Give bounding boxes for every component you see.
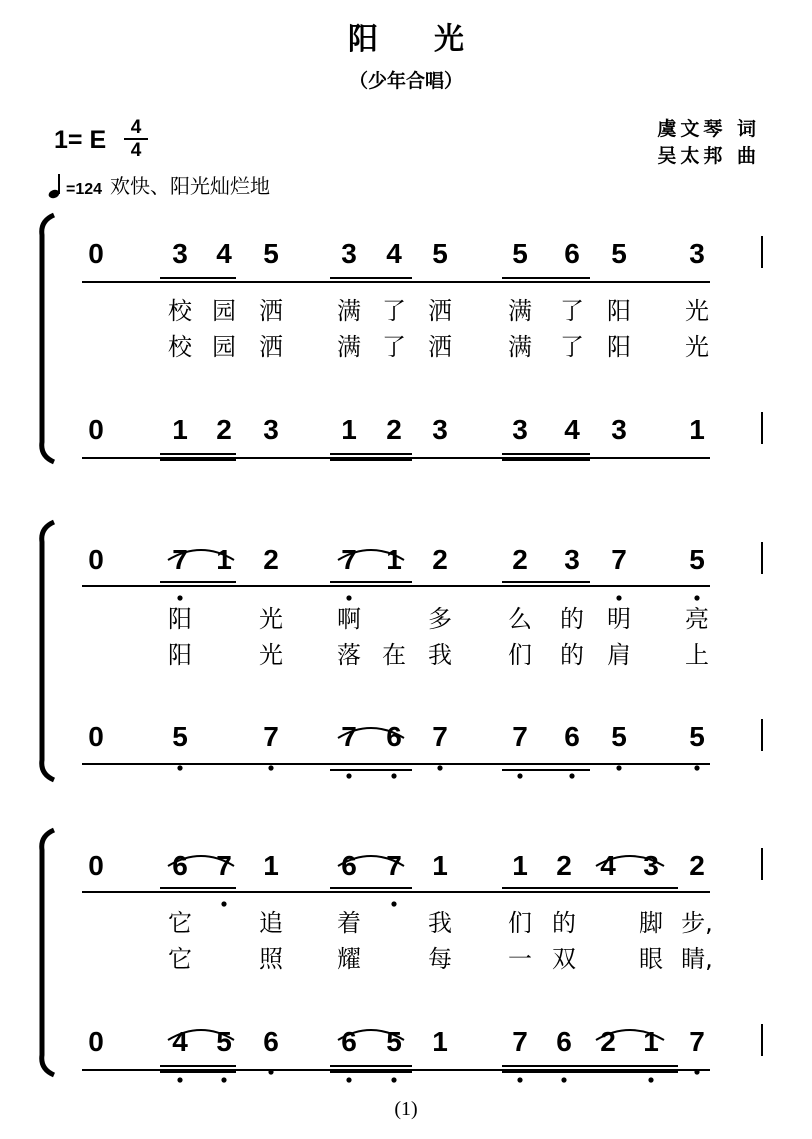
tempo-bpm: =124 xyxy=(66,181,103,198)
lyric-verse-2: 我 xyxy=(428,641,452,669)
upper-voice-note: 3 xyxy=(564,544,580,575)
lyric-verse-1: 多 xyxy=(428,605,452,633)
lower-voice-note: 5 xyxy=(611,721,627,752)
lyric-verse-1: 我 xyxy=(428,909,452,937)
lyric-verse-2: 一 xyxy=(508,945,532,973)
upper-voice-note: 2 xyxy=(432,544,448,575)
octave-dot xyxy=(177,1077,182,1082)
lyric-verse-1: 们 xyxy=(508,909,532,937)
lower-voice-note: 1 xyxy=(341,414,357,445)
octave-dot xyxy=(346,1077,351,1082)
lyric-verse-1: 的 xyxy=(552,909,576,937)
lyric-verse-1: 了 xyxy=(560,297,584,325)
song-subtitle: （少年合唱） xyxy=(348,70,463,92)
lower-voice-note: 5 xyxy=(216,1026,232,1057)
lower-voice-note: 6 xyxy=(556,1026,572,1057)
lower-voice-note: 1 xyxy=(643,1026,659,1057)
lyric-verse-1: 脚 xyxy=(639,909,663,937)
upper-voice-note: 3 xyxy=(643,850,659,881)
lyric-verse-1: 校 xyxy=(168,297,192,325)
system-bracket xyxy=(42,830,54,1075)
lyric-verse-1: 园 xyxy=(212,297,236,325)
lower-voice-note: 6 xyxy=(263,1026,279,1057)
upper-voice-note: 6 xyxy=(172,850,188,881)
lyric-verse-2: 光 xyxy=(685,333,709,361)
upper-voice-note: 2 xyxy=(556,850,572,881)
upper-voice-note: 1 xyxy=(432,850,448,881)
lyric-verse-2: 双 xyxy=(552,945,576,973)
upper-voice-note: 1 xyxy=(386,544,402,575)
octave-dot xyxy=(221,1077,226,1082)
upper-voice-note: 1 xyxy=(263,850,279,881)
octave-dot xyxy=(268,1069,273,1074)
lyric-verse-2: 阳 xyxy=(607,333,631,361)
octave-dot xyxy=(694,1069,699,1074)
lyric-verse-1: 满 xyxy=(508,297,532,325)
lyric-verse-2: 们 xyxy=(508,641,532,669)
lower-voice-note: 5 xyxy=(689,721,705,752)
time-signature-bottom: 4 xyxy=(130,140,142,161)
upper-voice-note: 5 xyxy=(263,238,279,269)
lyric-verse-1: 阳 xyxy=(607,297,631,325)
lyric-verse-2: 阳 xyxy=(168,641,192,669)
lower-voice-note: 2 xyxy=(600,1026,616,1057)
lyric-verse-1: 了 xyxy=(382,297,406,325)
lyric-verse-2: 每 xyxy=(428,945,452,973)
lyric-verse-2: 洒 xyxy=(259,333,283,361)
lyric-verse-1: 光 xyxy=(685,297,709,325)
upper-voice-note: 5 xyxy=(611,238,627,269)
key-signature: 1= E xyxy=(54,126,107,154)
upper-voice-note: 7 xyxy=(216,850,232,881)
lower-voice-note: 0 xyxy=(88,414,104,445)
upper-voice-note: 0 xyxy=(88,238,104,269)
lower-voice-note: 3 xyxy=(432,414,448,445)
upper-voice-note: 3 xyxy=(689,238,705,269)
upper-voice-note: 4 xyxy=(386,238,402,269)
upper-voice-note: 5 xyxy=(432,238,448,269)
lyric-verse-2: 肩 xyxy=(607,641,631,669)
lyric-verse-2: 满 xyxy=(337,333,361,361)
upper-voice-note: 2 xyxy=(263,544,279,575)
upper-voice-note: 7 xyxy=(341,544,357,575)
upper-voice-note: 7 xyxy=(386,850,402,881)
lower-voice-note: 4 xyxy=(564,414,580,445)
lower-voice-note: 1 xyxy=(172,414,188,445)
lyric-verse-2: 了 xyxy=(382,333,406,361)
lyric-verse-1: 的 xyxy=(560,605,584,633)
lyric-verse-2: 睛, xyxy=(681,945,713,973)
song-title: 阳光 xyxy=(348,22,520,57)
lower-voice-note: 5 xyxy=(386,1026,402,1057)
upper-voice-note: 2 xyxy=(512,544,528,575)
lower-voice-note: 1 xyxy=(689,414,705,445)
lower-voice-note: 7 xyxy=(689,1026,705,1057)
upper-voice-note: 6 xyxy=(341,850,357,881)
lower-voice-note: 0 xyxy=(88,721,104,752)
upper-voice-note: 7 xyxy=(172,544,188,575)
lower-voice-note: 6 xyxy=(564,721,580,752)
lyric-verse-2: 的 xyxy=(560,641,584,669)
lyric-verse-2: 耀 xyxy=(337,945,361,973)
lower-voice-note: 2 xyxy=(216,414,232,445)
lyric-verse-1: 洒 xyxy=(428,297,452,325)
lyric-verse-1: 光 xyxy=(259,605,283,633)
upper-voice-note: 3 xyxy=(341,238,357,269)
lyric-verse-2: 园 xyxy=(212,333,236,361)
lyric-verse-2: 它 xyxy=(168,945,192,973)
lower-voice-note: 1 xyxy=(432,1026,448,1057)
lyric-verse-1: 它 xyxy=(168,909,192,937)
lower-voice-note: 6 xyxy=(341,1026,357,1057)
lyric-verse-1: 洒 xyxy=(259,297,283,325)
lower-voice-note: 7 xyxy=(512,1026,528,1057)
lower-voice-note: 3 xyxy=(263,414,279,445)
lyric-verse-2: 上 xyxy=(685,641,709,669)
upper-voice-note: 2 xyxy=(689,850,705,881)
composer-credit: 吴太邦 曲 xyxy=(657,145,760,167)
upper-voice-note: 0 xyxy=(88,850,104,881)
lower-voice-note: 6 xyxy=(386,721,402,752)
lower-voice-note: 7 xyxy=(263,721,279,752)
lyric-verse-1: 着 xyxy=(337,909,361,937)
lyric-verse-2: 满 xyxy=(508,333,532,361)
upper-voice-note: 7 xyxy=(611,544,627,575)
lyric-verse-1: 么 xyxy=(508,605,532,633)
lyric-verse-2: 了 xyxy=(560,333,584,361)
lyric-verse-1: 啊 xyxy=(337,605,361,633)
lyric-verse-1: 亮 xyxy=(685,605,709,633)
lyric-verse-2: 光 xyxy=(259,641,283,669)
octave-dot xyxy=(517,1077,522,1082)
lower-voice-note: 5 xyxy=(172,721,188,752)
lyric-verse-1: 满 xyxy=(337,297,361,325)
page-number: (1) xyxy=(394,1098,418,1120)
upper-voice-note: 4 xyxy=(216,238,232,269)
upper-voice-note: 0 xyxy=(88,544,104,575)
lyric-verse-2: 落 xyxy=(337,641,361,669)
lyric-verse-2: 洒 xyxy=(428,333,452,361)
lower-voice-note: 7 xyxy=(512,721,528,752)
upper-voice-note: 3 xyxy=(172,238,188,269)
lower-voice-note: 3 xyxy=(512,414,528,445)
upper-voice-note: 4 xyxy=(600,850,616,881)
lyric-verse-2: 校 xyxy=(168,333,192,361)
upper-voice-note: 1 xyxy=(512,850,528,881)
octave-dot xyxy=(221,901,226,906)
lower-voice-note: 2 xyxy=(386,414,402,445)
upper-voice-note: 5 xyxy=(689,544,705,575)
lyric-verse-2: 在 xyxy=(382,641,406,669)
lyric-verse-1: 明 xyxy=(607,605,631,633)
lyric-verse-1: 追 xyxy=(259,909,283,937)
lower-voice-note: 4 xyxy=(172,1026,188,1057)
octave-dot xyxy=(391,1077,396,1082)
lyric-verse-1: 阳 xyxy=(168,605,192,633)
octave-dot xyxy=(648,1077,653,1082)
octave-dot xyxy=(561,1077,566,1082)
lyricist-credit: 虞文琴 词 xyxy=(657,118,760,140)
lyric-verse-2: 眼 xyxy=(639,945,663,973)
lower-voice-note: 7 xyxy=(432,721,448,752)
upper-voice-note: 6 xyxy=(564,238,580,269)
lower-voice-note: 7 xyxy=(341,721,357,752)
upper-voice-note: 5 xyxy=(512,238,528,269)
upper-voice-note: 1 xyxy=(216,544,232,575)
lower-voice-note: 3 xyxy=(611,414,627,445)
lyric-verse-1: 步, xyxy=(681,909,713,937)
tempo-expression: 欢快、阳光灿烂地 xyxy=(110,174,271,198)
time-signature-top: 4 xyxy=(130,117,142,138)
lower-voice-note: 0 xyxy=(88,1026,104,1057)
octave-dot xyxy=(391,901,396,906)
lyric-verse-2: 照 xyxy=(259,945,283,973)
